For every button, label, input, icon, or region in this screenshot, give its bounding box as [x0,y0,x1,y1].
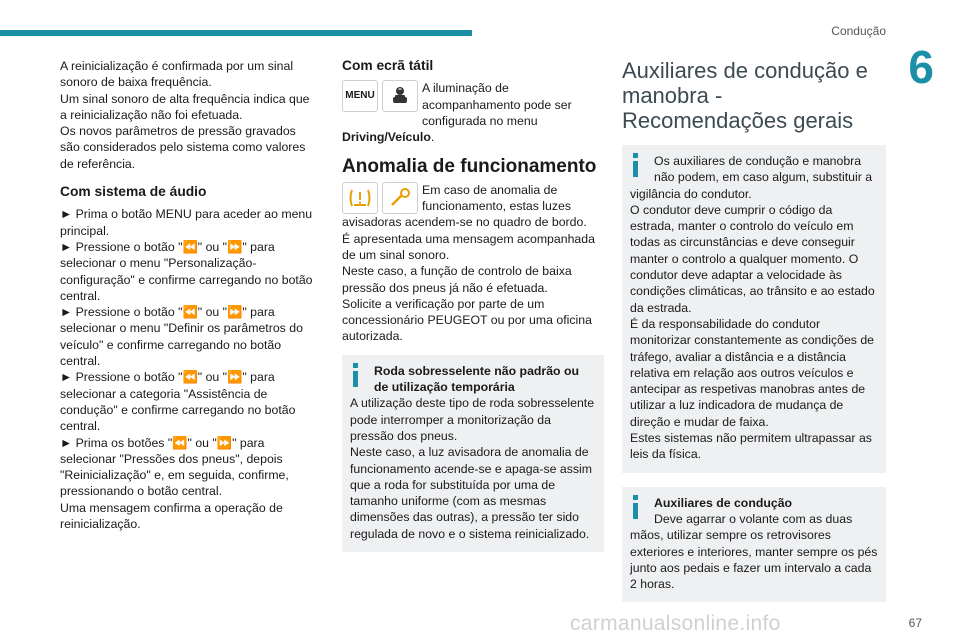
step-2: ► Pressione o botão "⏪" ou "⏩" para selecionar o menu "Personalização-configuração" e confirme carregando no botão central. [60,239,313,303]
note-body-1: A utilização deste tipo de roda sobresselente pode interromper a monitorização da pressão dos pneus. [350,396,595,443]
touch-text: A iluminação de acompanhamento pode ser configurada no menu [422,81,572,128]
touch-icon-row [342,80,604,129]
malfunction-heading: Anomalia de funcionamento [342,156,597,178]
column-left [60,58,318,532]
driving-aids-note [622,145,886,473]
section-title: Auxiliares de condução e manobra - Recomendações gerais [622,58,868,133]
note2-title: Auxiliares de condução [654,495,793,510]
note1-more-3: Estes sistemas não permitem ultrapassar as leis da física. [630,431,872,462]
info-icon [630,495,642,519]
audio-heading: Com sistema de áudio [60,184,207,200]
note1-more-2: É da responsabilidade do condutor monitorizar constantemente as condições de tráfego, avaliar a distância e a distância relativa em relação aos outros veículos e antecipar as respetivas manobras antes de utilizar a luz indicadora de mudança de direção e mudar de faixa. [630,316,875,429]
chapter-bar [0,30,472,36]
tyre-warning-icon [342,182,378,214]
info-icon [630,153,642,177]
page-number: 67 [908,616,922,630]
lighting-icon [382,80,418,112]
malfunction-rest: avisadoras acendem-se no quadro de bordo. [342,215,587,230]
service-wrench-icon [382,182,418,214]
step-1: ► Prima o botão MENU para aceder ao menu principal. [60,207,313,238]
note-body-2: Neste caso, a luz avisadora de anomalia de funcionamento acende-se e apaga-se assim que a roda for substituída por uma de tamanho uniforme (com as mesmas dimensões das outras), a pressão ter sido regulada de novo e o sistema reinicializado. [350,445,592,541]
driving-aids-note-2 [622,487,886,603]
step-4: ► Pressione o botão "⏪" ou "⏩" para selecionar a categoria "Assistência de condução" e confirme carregando no botão central. [60,370,296,434]
chapter-number: 6 [908,41,934,93]
chapter-label: Condução [831,24,886,38]
malfunction-icon-row [342,182,604,215]
note1-rest: vigilância do condutor. [630,186,752,201]
malfunction-more-1: É apresentada uma mensagem acompanhada de um sinal sonoro. [342,231,595,262]
malfunction-more-2: Neste caso, a função de controlo de baixa pressão dos pneus já não é efetuada. [342,264,572,295]
intro-3: Os novos parâmetros de pressão gravados são considerados pelo sistema como valores de referência. [60,124,306,171]
intro-2: Um sinal sonoro de alta frequência indica que a reinicialização não foi efetuada. [60,91,310,122]
malfunction-more-3: Solicite a verificação por parte de um concessionário PEUGEOT ou por uma oficina autorizada. [342,296,592,344]
note1-more-1: O condutor deve cumprir o código da estrada, manter o controlo do veículo em todas as circunstâncias e deve conseguir manter o controlo a qualquer momento. O condutor deve adaptar a velocidade às condições climáticas, ao trânsito e ao estado da estrada. [630,202,875,315]
column-right [622,58,886,602]
step-5: ► Prima os botões "⏪" ou "⏩" para selecionar "Pressões dos pneus", depois "Reinicialização" e, em seguida, confirme, pressionando o botão central. [60,435,289,499]
note1-lead: Os auxiliares de condução e manobra não podem, em caso algum, substituir a [654,154,873,185]
touch-heading: Com ecrã tátil [342,58,434,73]
column-middle [342,58,604,552]
malfunction-lead: Em caso de anomalia de funcionamento, estas luzes [422,182,572,214]
note2-rest: mãos, utilizar sempre os retrovisores exteriores e interiores, manter sempre os pés junto aos pedais e fazer um intervalo a cada 2 horas. [630,528,878,592]
menu-button-icon: MENU [342,80,378,112]
info-icon [350,363,362,387]
note2-lead: Deve agarrar o volante com as duas [654,511,853,526]
intro-1: A reinicialização é confirmada por um sinal sonoro de baixa frequência. [60,59,294,90]
note-title: Roda sobresselente não padrão ou de utilização temporária [374,363,579,395]
touch-menu-path: Driving/Veículo. [342,130,435,145]
watermark: carmanualsonline.info [570,612,781,635]
step-6: Uma mensagem confirma a operação de reinicialização. [60,500,283,532]
step-3: ► Pressione o botão "⏪" ou "⏩" para selecionar o menu "Definir os parâmetros do veículo" e confirme carregando no botão central. [60,305,303,369]
spare-wheel-note [342,355,604,552]
